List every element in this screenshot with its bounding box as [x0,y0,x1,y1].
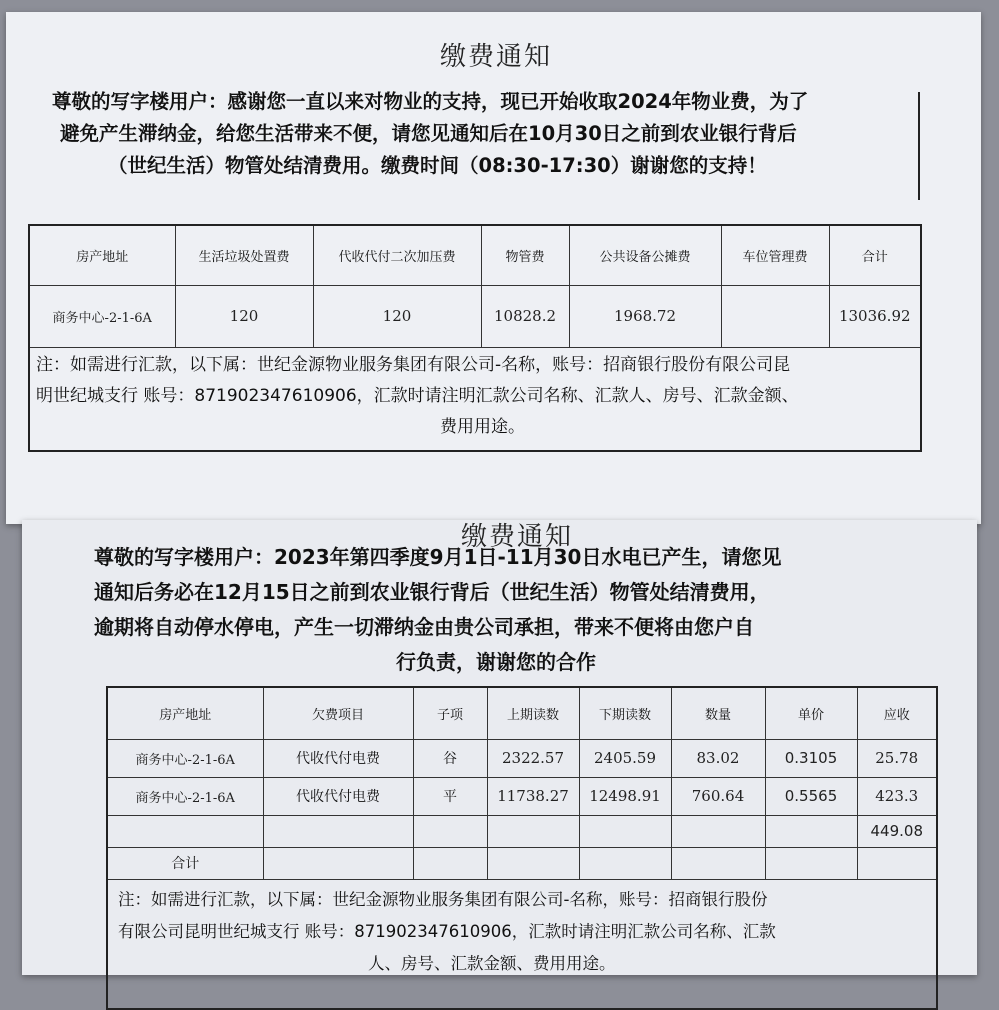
header-item: 欠费项目 [263,687,413,739]
cell-empty [107,815,263,847]
property-fee-table [28,224,922,452]
cell-management-fee: 10828.2 [481,285,569,347]
cell-address: 商务中心-2-1-6A [107,739,263,777]
header-total: 合计 [829,225,921,285]
table-header-row [107,687,937,739]
table-row [107,739,937,777]
notice-paragraph [94,540,781,680]
cell-shared-equipment-fee: 1968.72 [569,285,721,347]
remittance-note [32,348,918,443]
header-address: 房产地址 [107,687,263,739]
cell-quantity: 760.64 [671,777,765,815]
paragraph-line: 通知后务必在12月15日之前到农业银行背后（世纪生活）物管处结清费用， [94,580,770,604]
total-label: 合计 [107,847,263,879]
cell-empty [765,847,857,879]
cell-empty [413,815,487,847]
header-parking-fee: 车位管理费 [721,225,829,285]
header-amount-due: 应收 [857,687,937,739]
header-previous-reading: 上期读数 [487,687,579,739]
cell-sub-item: 平 [413,777,487,815]
cell-item: 代收代付电费 [263,739,413,777]
payment-notice-property-fee [6,12,981,524]
paragraph-line: 逾期将自动停水停电，产生一切滞纳金由贵公司承担，带来不便将由您户自 [94,615,754,639]
header-current-reading: 下期读数 [579,687,671,739]
cell-sub-item: 谷 [413,739,487,777]
header-shared-equipment-fee: 公共设备公摊费 [569,225,721,285]
note-line: 注：如需进行汇款，以下属：世纪金源物业服务集团有限公司-名称，账号：招商银行股份 [118,889,768,909]
header-address: 房产地址 [29,225,175,285]
note-cell [107,879,937,1009]
cell-empty [579,815,671,847]
cell-total: 13036.92 [829,285,921,347]
cell-empty [765,815,857,847]
cell-quantity: 83.02 [671,739,765,777]
cell-empty [857,847,937,879]
paragraph-line: （世纪生活）物管处结清费用。缴费时间（08:30-17:30）谢谢您的支持！ [108,154,767,177]
note-cell [29,347,921,451]
note-line: 注：如需进行汇款，以下属：世纪金源物业服务集团有限公司-名称，账号：招商银行股份有限公司昆 [36,354,791,375]
cell-current-reading: 12498.91 [579,777,671,815]
note-row [107,879,937,1009]
cell-unit-price: 0.3105 [765,739,857,777]
cell-previous-reading: 11738.27 [487,777,579,815]
note-line: 人、房号、汇款金额、费用用途。 [368,953,616,973]
note-line: 有限公司昆明世纪城支行 账号：871902347610906，汇款时请注明汇款公司名称、汇款 [118,921,776,941]
paragraph-line: 尊敬的写字楼用户：感谢您一直以来对物业的支持，现已开始收取2024年物业费，为了 [52,90,809,113]
cell-empty [413,847,487,879]
cell-empty [671,815,765,847]
margin-line [918,92,920,200]
cell-current-reading: 2405.59 [579,739,671,777]
notice-paragraph [52,86,808,182]
note-row [29,347,921,451]
paragraph-line: 尊敬的写字楼用户：2023年第四季度9月1日-11月30日水电已产生，请您见 [94,545,782,569]
cell-empty [263,847,413,879]
cell-sum-amount: 449.08 [857,815,937,847]
total-row [107,847,937,879]
paragraph-line: 行负责，谢谢您的合作 [396,650,596,674]
cell-amount-due: 423.3 [857,777,937,815]
cell-parking-fee [721,285,829,347]
table-row [107,815,937,847]
cell-empty [263,815,413,847]
cell-address: 商务中心-2-1-6A [107,777,263,815]
table-header-row [29,225,921,285]
cell-item: 代收代付电费 [263,777,413,815]
cell-empty [579,847,671,879]
table-row [29,285,921,347]
cell-empty [487,815,579,847]
header-garbage-fee: 生活垃圾处置费 [175,225,313,285]
header-pressurization-fee: 代收代付二次加压费 [313,225,481,285]
table-row [107,777,937,815]
note-line: 明世纪城支行 账号：871902347610906，汇款时请注明汇款公司名称、汇款人、房号、汇款金额、 [36,385,799,406]
cell-empty [487,847,579,879]
cell-garbage-fee: 120 [175,285,313,347]
remittance-note [110,880,934,980]
cell-previous-reading: 2322.57 [487,739,579,777]
header-sub-item: 子项 [413,687,487,739]
header-quantity: 数量 [671,687,765,739]
utility-fee-table [106,686,938,1010]
cell-pressurization-fee: 120 [313,285,481,347]
note-line: 费用用途。 [440,416,525,437]
cell-amount-due: 25.78 [857,739,937,777]
cell-unit-price: 0.5565 [765,777,857,815]
payment-notice-utilities [22,520,977,975]
header-unit-price: 单价 [765,687,857,739]
cell-address: 商务中心-2-1-6A [29,285,175,347]
notice-title: 缴费通知 [439,42,552,72]
notice-title: 缴费通知 [460,522,573,552]
paragraph-line: 避免产生滞纳金，给您生活带来不便，请您见通知后在10月30日之前到农业银行背后 [60,122,797,145]
header-management-fee: 物管费 [481,225,569,285]
cell-empty [671,847,765,879]
